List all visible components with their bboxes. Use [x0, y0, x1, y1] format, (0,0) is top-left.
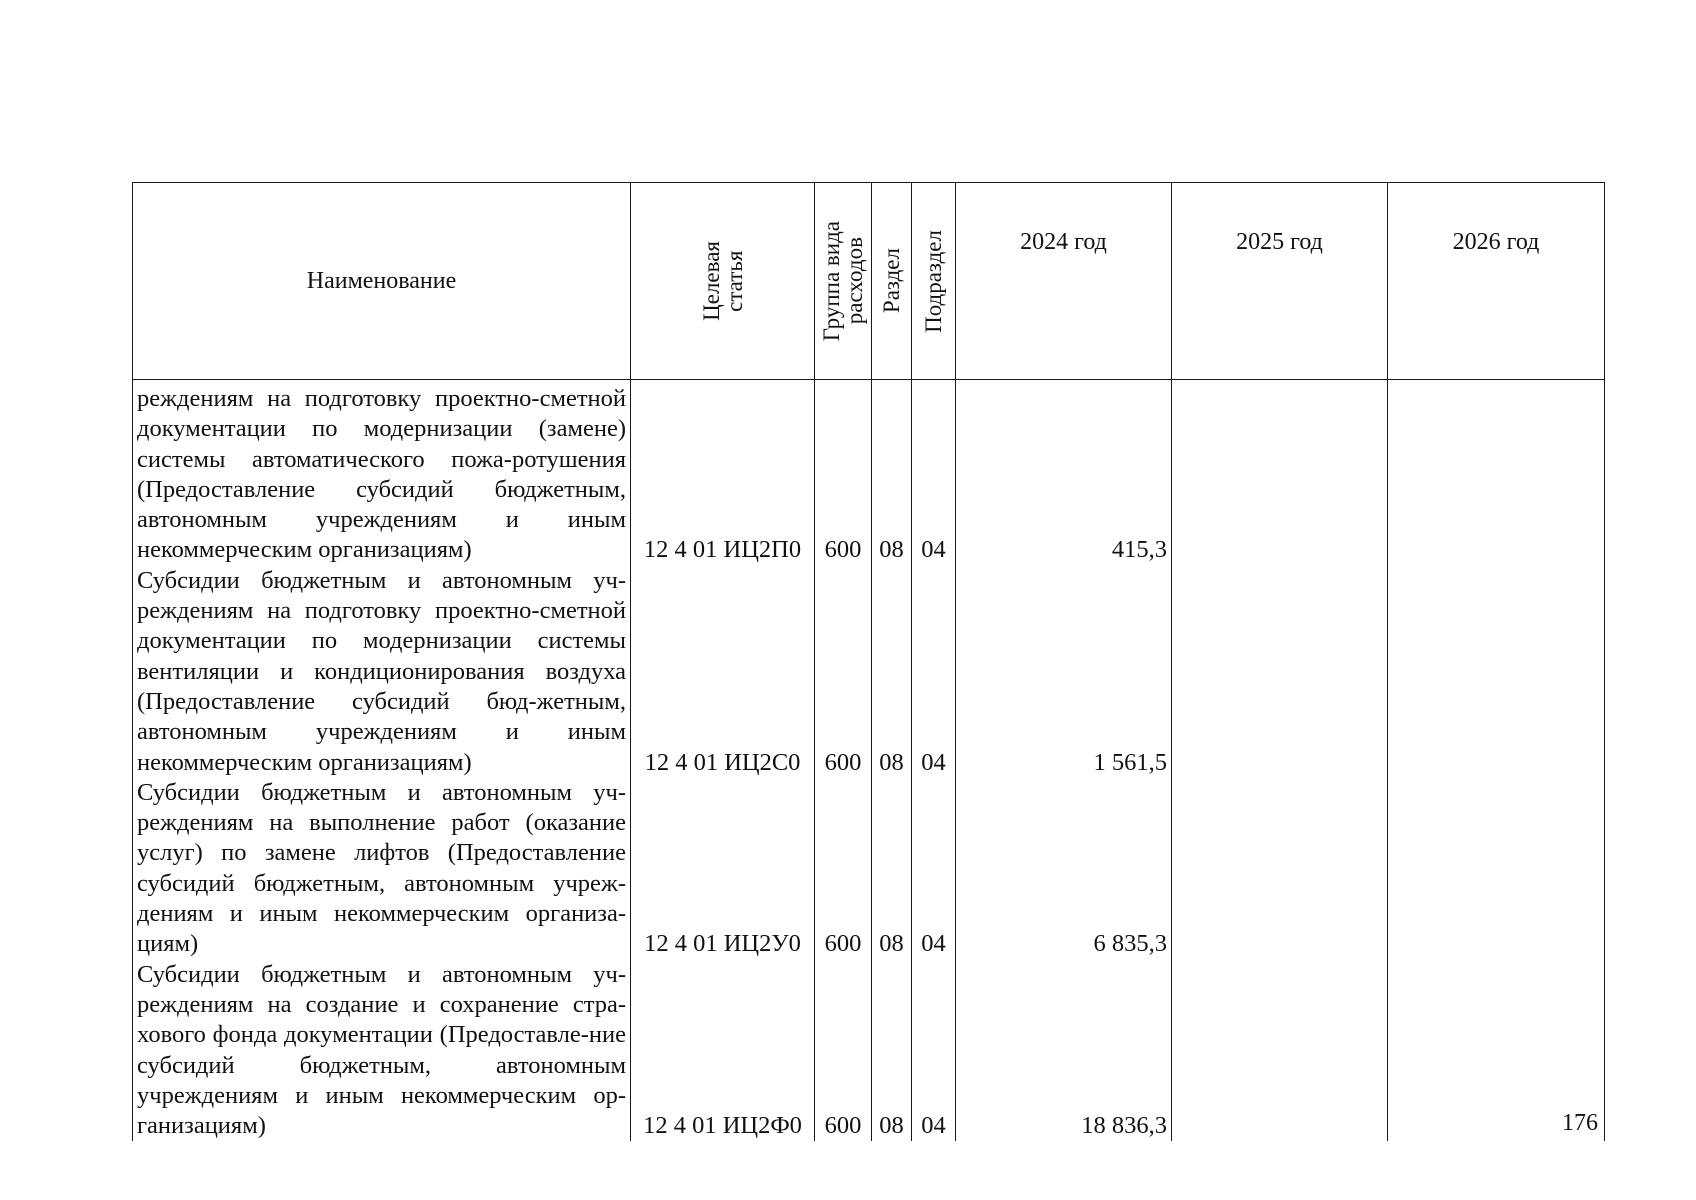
- table-row: [133, 960, 1605, 1142]
- header-target-article-label: Целевая статья: [698, 241, 747, 321]
- row-expense-group: 600: [815, 566, 872, 778]
- row-year-2024: 18 836,3: [956, 960, 1172, 1142]
- header-target-article: [631, 183, 815, 380]
- header-section: [872, 183, 912, 380]
- header-subsection: [912, 183, 956, 380]
- row-target-article: 12 4 01 ИЦ2С0: [631, 566, 815, 778]
- row-name: Субсидии бюджетным и автономным уч-реждениям на выполнение работ (оказание услуг) по замене лифтов (Предоставление субсидий бюджетным, автономным учреж-дениям и иным некоммерческим организа-циям): [133, 778, 631, 960]
- row-expense-group: 600: [815, 380, 872, 566]
- row-year-2024: 6 835,3: [956, 778, 1172, 960]
- row-subsection: 04: [912, 566, 956, 778]
- row-year-2024: 1 561,5: [956, 566, 1172, 778]
- header-section-label: Раздел: [879, 248, 904, 314]
- row-year-2025: [1172, 566, 1388, 778]
- row-year-2025: [1172, 960, 1388, 1142]
- header-expense-group-label: Группа вида расходов: [819, 220, 867, 342]
- row-year-2025: [1172, 778, 1388, 960]
- header-year-2024: 2024 год: [956, 183, 1172, 380]
- row-subsection: 04: [912, 778, 956, 960]
- row-subsection: 04: [912, 380, 956, 566]
- row-year-2026: [1388, 778, 1605, 960]
- row-expense-group: 600: [815, 778, 872, 960]
- table-row: [133, 380, 1605, 566]
- header-subsection-label: Подраздел: [921, 229, 946, 333]
- row-name: Субсидии бюджетным и автономным уч-реждениям на создание и сохранение стра-хового фонда документации (Предоставле-ние субсидий бюджетным, автономным учреждениям и иным некоммерческим ор-ганизациям): [133, 960, 631, 1142]
- table-header-row: [133, 183, 1605, 380]
- row-name: реждениям на подготовку проектно-сметной документации по модернизации (замене) системы автоматического пожа-ротушения (Предоставление субсидий бюджетным, автономным учреждениям и иным некоммерческим организациям): [133, 380, 631, 566]
- header-year-2025: 2025 год: [1172, 183, 1388, 380]
- header-expense-group: [815, 183, 872, 380]
- table-row: [133, 778, 1605, 960]
- page-number: 176: [1562, 1110, 1598, 1136]
- row-section: 08: [872, 778, 912, 960]
- row-section: 08: [872, 566, 912, 778]
- row-year-2026: [1388, 380, 1605, 566]
- header-year-2026: 2026 год: [1388, 183, 1605, 380]
- row-year-2024: 415,3: [956, 380, 1172, 566]
- header-name: Наименование: [133, 183, 631, 380]
- row-target-article: 12 4 01 ИЦ2Ф0: [631, 960, 815, 1142]
- row-name: Субсидии бюджетным и автономным уч-реждениям на подготовку проектно-сметной документации по модернизации системы вентиляции и кондиционирования воздуха (Предоставление субсидий бюд-жетным, автономным учреждениям и иным некоммерческим организациям): [133, 566, 631, 778]
- table-row: [133, 566, 1605, 778]
- row-target-article: 12 4 01 ИЦ2У0: [631, 778, 815, 960]
- budget-table: [132, 182, 1605, 1141]
- row-expense-group: 600: [815, 960, 872, 1142]
- row-year-2025: [1172, 380, 1388, 566]
- row-subsection: 04: [912, 960, 956, 1142]
- row-year-2026: [1388, 566, 1605, 778]
- row-target-article: 12 4 01 ИЦ2П0: [631, 380, 815, 566]
- row-section: 08: [872, 960, 912, 1142]
- row-section: 08: [872, 380, 912, 566]
